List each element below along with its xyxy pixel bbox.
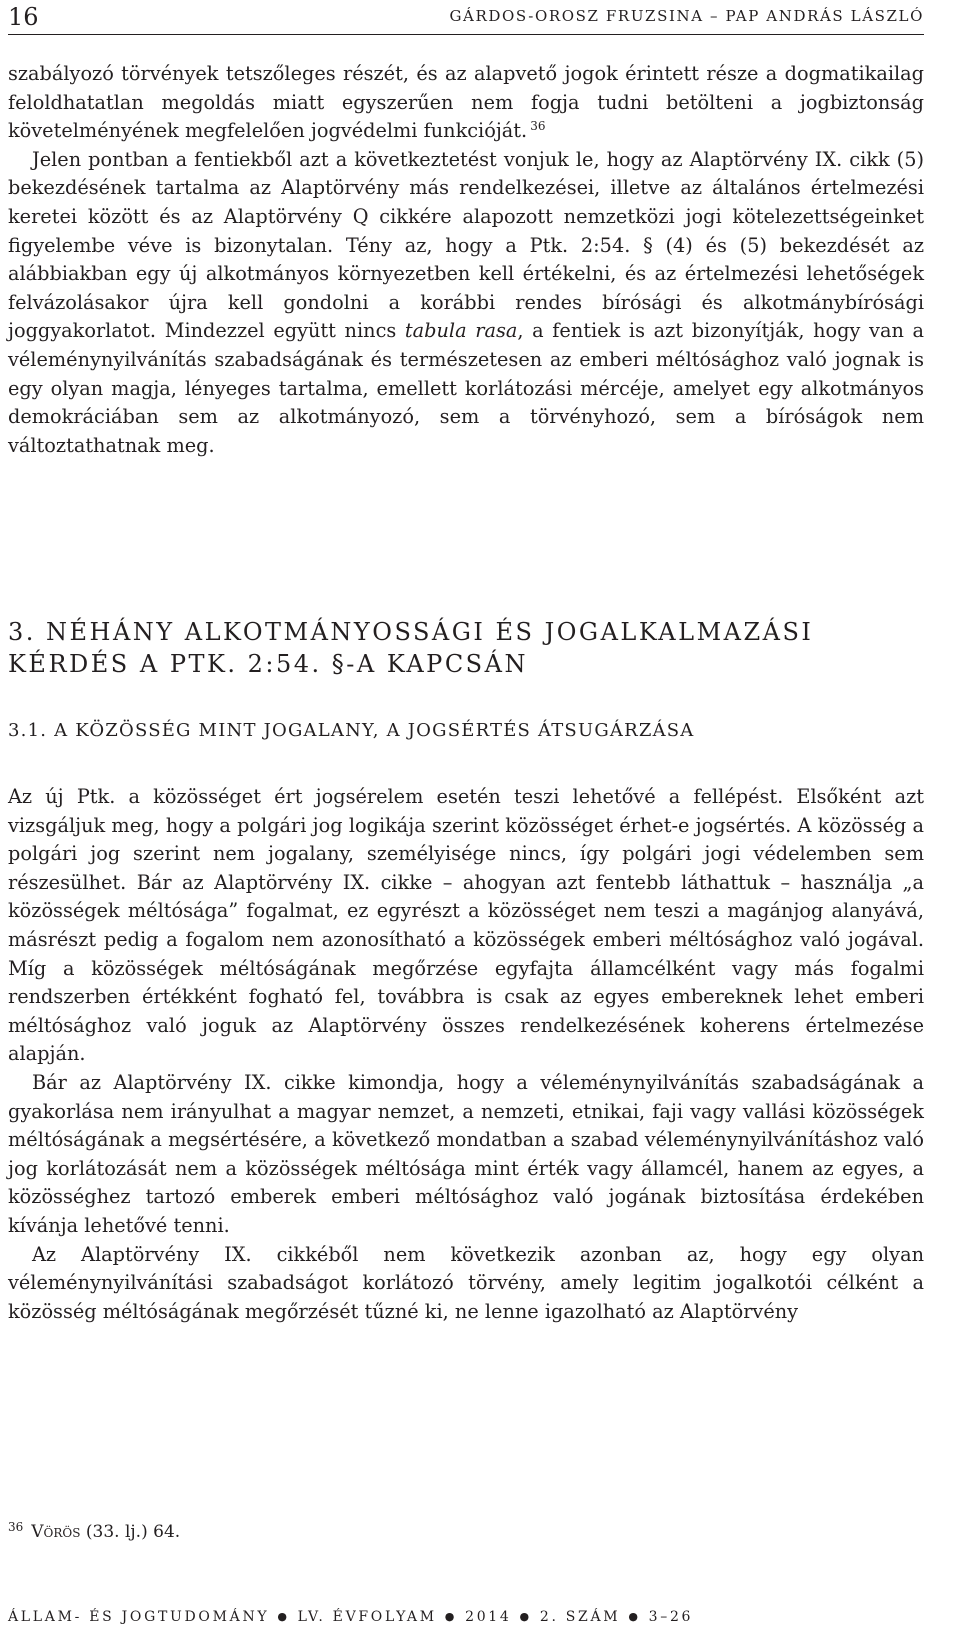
bullet-icon: ● [519,1610,532,1623]
section-heading-line-1: 3. NÉHÁNY ALKOTMÁNYOSSÁGI ÉS JOGALKALMAZÁSI [8,618,814,646]
body-text-top [8,60,924,460]
subsection-heading: 3.1. A KÖZÖSSÉG MINT JOGALANY, A JOGSÉRTÉS ÁTSUGÁRZÁSA [8,720,695,741]
footnote-number: 36 [8,1520,24,1534]
paragraph-text-end: , a fentiek is azt bizonyítják, hogy van a véleménynyilvánítás szabadságának és természetesen az emberi méltósághoz való jognak is egy olyan magja, lényeges tartalma, emellett korlátozási mércéje, amelyet egy alkotmányos demokráciában sem az alkotmányozó, sem a törvényhozó, sem a bíróságok nem változtathatnak meg. [8,319,925,457]
footnote-text: (33. lj.) 64. [80,1522,181,1542]
paragraph-text: szabályozó törvények tetszőleges részét, és az alapvető jogok érintett része a dogmatikailag feloldhatatlan megoldás miatt egyszerűen nem fogja tudni betölteni a jogbiztonság követelményének megfelelően jogvédelmi funkcióját. [8,62,924,143]
paragraph-text-start: Jelen pontban a fentiekből azt a következtetést vonjuk le, hogy az Alaptörvény IX. cikk (5) bekezdésének tartalma az Alaptörvény más rendelkezései, illetve az általános értelmezési keretei között és az Alaptörvény Q cikkére alapozott nemzetközi jogi kötelezettségeinket figyelembe véve is bizonytalan. Tény az, hogy a Ptk. 2:54. § (4) és (5) bekezdését az alábbiakban egy új alkotmányos környezetben kell értékelni, és az értelmezési lehetőségek felvázolásakor újra kell gondolni a korábbi rendes bírósági és alkotmánybírósági joggyakorlatot. Mindezzel együtt nincs [8,147,924,343]
bullet-icon: ● [277,1610,290,1623]
section-heading-line-2: KÉRDÉS A PTK. 2:54. §-A KAPCSÁN [8,650,528,678]
paragraph-1: Az új Ptk. a közösséget ért jogsérelem esetén teszi lehetővé a fellépést. Elsőként azt vizsgáljuk meg, hogy a polgári jog logikája szerint közösséget érhet-e jogsértés. A közösség a polgári jog szerint nem jogalany, személyisége nincs, így polgári jogi védelemben sem részesülhet. Bár az Alaptörvény IX. cikke – ahogyan azt fentebb láthattuk – használja „a közösségek méltósága” fogalmat, ez egyrészt a közösséget nem teszi a magánjog alanyává, másrészt pedig a fogalom nem azonosítható a közösségek emberi méltósághoz való jogával. Míg a közösségek méltóságának megőrzése egyfajta államcélként vagy más fogalmi rendszerben értékként fogható fel, továbbra is csak az egyes embereknek lehet emberi méltósághoz való joguk az Alaptörvény összes rendelkezésének koherens értelmezése alapján. [8,785,924,1066]
page-number: 16 [8,3,39,31]
footer-volume: LV. ÉVFOLYAM [297,1609,437,1625]
footnote-reference[interactable]: 36 [530,119,546,134]
page-footer [8,1607,693,1627]
body-text-section [8,783,924,1326]
running-head: GÁRDOS-OROSZ FRUZSINA – PAP ANDRÁS LÁSZLÓ [449,7,924,25]
footer-pages: 3–26 [648,1609,694,1625]
page-header [8,0,924,35]
section-heading [8,616,924,680]
footnote [8,1515,180,1544]
paragraph-continuation [8,60,924,146]
bullet-icon: ● [444,1610,458,1623]
footer-year: 2014 [465,1609,512,1625]
paragraph-3: Az Alaptörvény IX. cikkéből nem következik azonban az, hogy egy olyan véleménynyilvánítási szabadságot korlátozó törvény, amely legitim jogalkotói célként a közösség méltóságának megőrzését tűzné ki, ne lenne igazolható az Alaptörvény [8,1242,924,1323]
footnote-author: Vörös [31,1522,81,1542]
italic-phrase: tabula rasa [404,319,518,343]
footer-journal: ÁLLAM- ÉS JOGTUDOMÁNY [8,1609,270,1625]
paragraph-2: Bár az Alaptörvény IX. cikke kimondja, hogy a véleménynyilvánítás szabadságának a gyakorlása nem irányulhat a magyar nemzet, a nemzeti, etnikai, faji vagy vallási közösségek méltóságának a megsértésére, a következő mondatban a szabad véleménynyilvánításhoz való jog korlátozását nem a közösségek méltósága mint érték vagy államcél, hanem az egyes, a közösséghez tartozó emberek emberi méltósághoz való jogának biztosítása érdekében kívánja lehetővé tenni. [8,1070,924,1237]
paragraph-conclusion [8,146,924,461]
footer-issue: 2. SZÁM [539,1609,621,1625]
bullet-icon: ● [628,1610,641,1623]
